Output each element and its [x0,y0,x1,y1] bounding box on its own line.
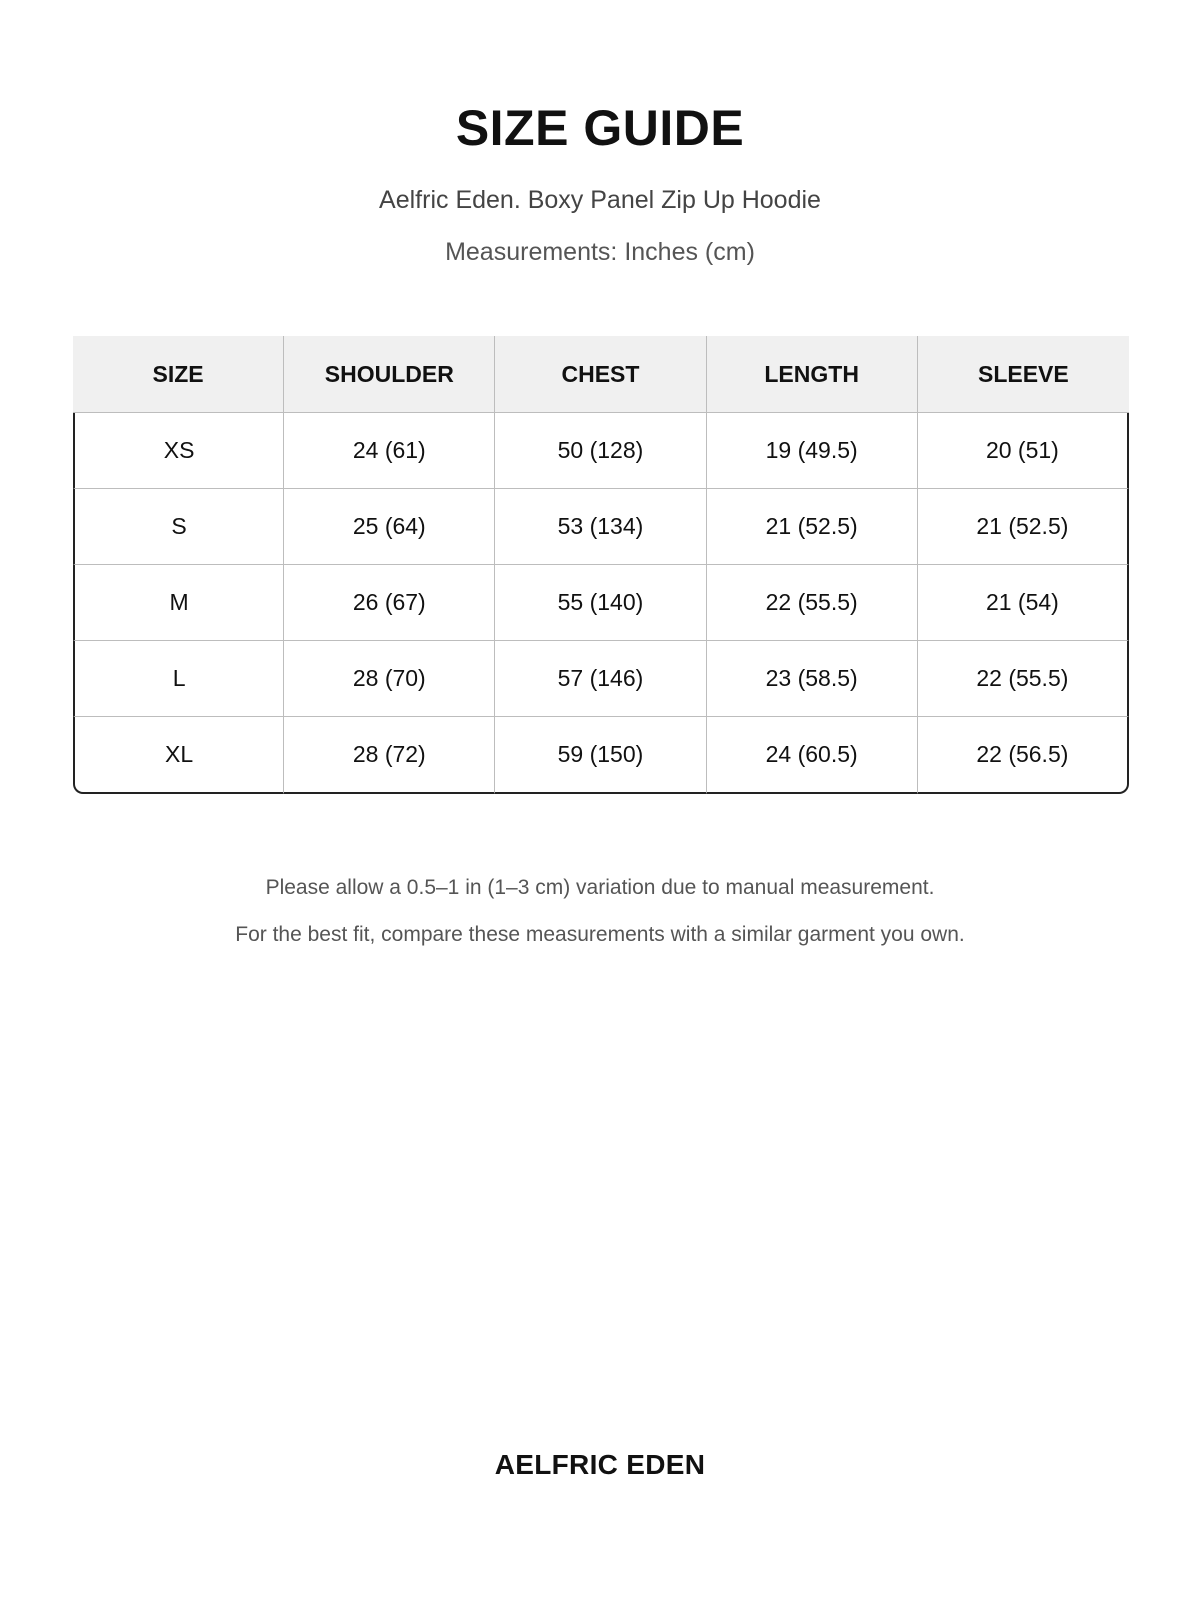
column-header-length: LENGTH [707,336,918,413]
cell-shoulder: 26 (67) [284,565,495,641]
cell-shoulder: 25 (64) [284,489,495,565]
cell-size: XL [73,717,284,794]
cell-size: M [73,565,284,641]
cell-shoulder: 28 (70) [284,641,495,717]
cell-shoulder: 24 (61) [284,413,495,489]
table-row [73,489,1129,565]
column-header-chest: CHEST [495,336,706,413]
cell-chest: 50 (128) [495,413,706,489]
cell-shoulder: 28 (72) [284,717,495,794]
brand-footer: AELFRIC EDEN [494,1449,706,1480]
table-row [73,641,1129,717]
cell-chest: 55 (140) [495,565,706,641]
product-name: Aelfric Eden. Boxy Panel Zip Up Hoodie [379,186,821,214]
table-row [73,413,1129,489]
cell-length: 19 (49.5) [707,413,918,489]
cell-length: 22 (55.5) [707,565,918,641]
cell-chest: 59 (150) [495,717,706,794]
cell-chest: 57 (146) [495,641,706,717]
table-header [73,336,1129,413]
cell-sleeve: 22 (56.5) [918,717,1129,794]
cell-sleeve: 22 (55.5) [918,641,1129,717]
cell-sleeve: 21 (54) [918,565,1129,641]
column-header-sleeve: SLEEVE [918,336,1129,413]
cell-size: XS [73,413,284,489]
page-title: SIZE GUIDE [455,100,745,156]
cell-length: 21 (52.5) [707,489,918,565]
column-header-size: SIZE [73,336,284,413]
size-table-container [73,336,1129,794]
cell-chest: 53 (134) [495,489,706,565]
header-row [73,336,1129,413]
cell-sleeve: 21 (52.5) [918,489,1129,565]
variation-note: Please allow a 0.5–1 in (1–3 cm) variation due to manual measurement. [265,876,935,899]
cell-size: L [73,641,284,717]
fit-note: For the best fit, compare these measurements with a similar garment you own. [235,923,965,946]
cell-size: S [73,489,284,565]
cell-sleeve: 20 (51) [918,413,1129,489]
table-body [73,413,1129,794]
column-header-shoulder: SHOULDER [284,336,495,413]
table-row [73,565,1129,641]
size-table [73,336,1129,794]
cell-length: 23 (58.5) [707,641,918,717]
table-row [73,717,1129,794]
measurement-units: Measurements: Inches (cm) [445,238,755,266]
cell-length: 24 (60.5) [707,717,918,794]
